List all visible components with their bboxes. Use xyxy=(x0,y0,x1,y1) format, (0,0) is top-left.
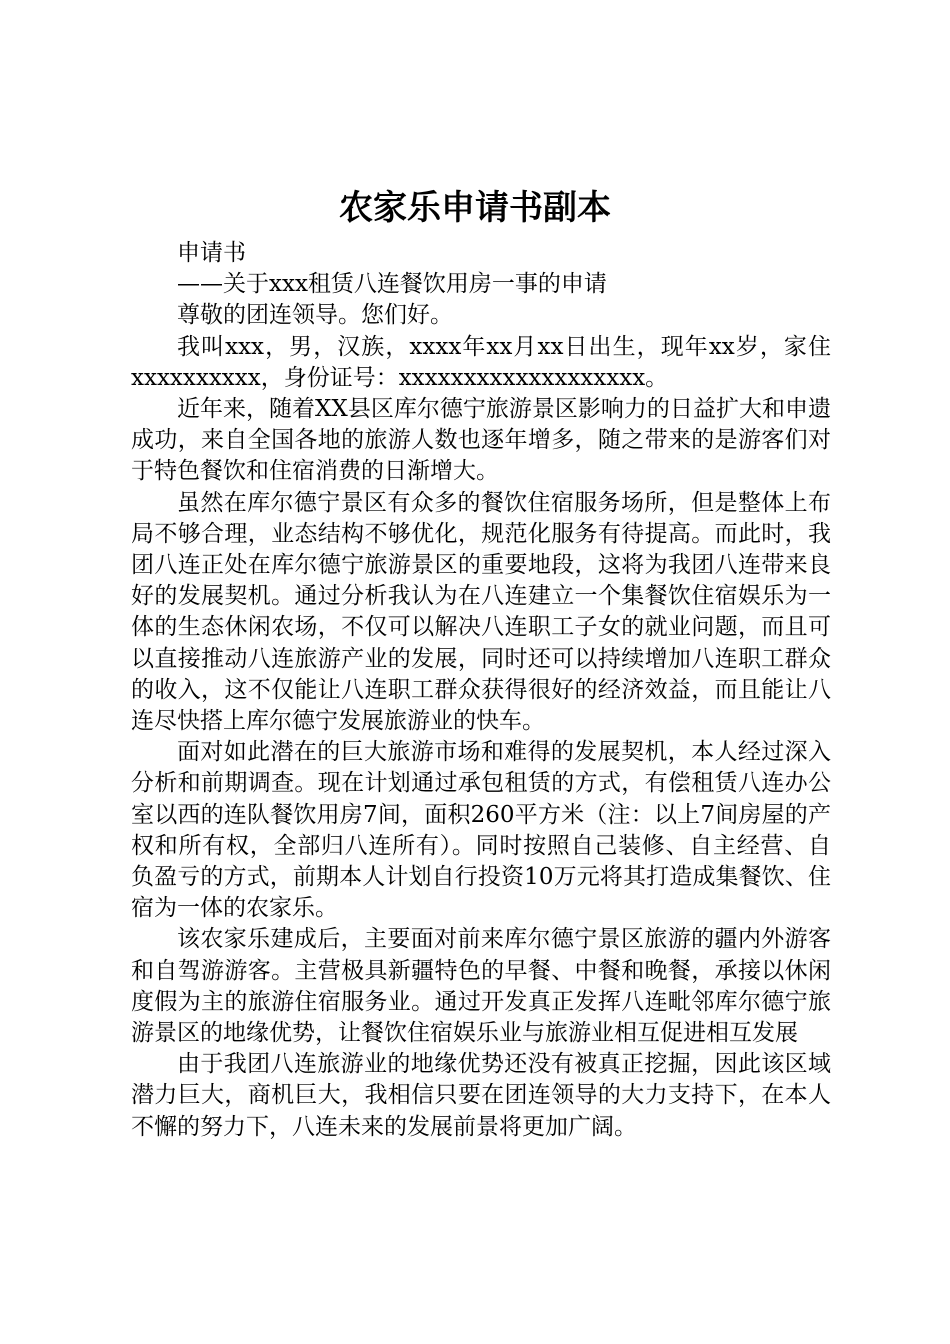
body-paragraph: 近年来，随着XX县区库尔德宁旅游景区影响力的日益扩大和申遗成功，来自全国各地的旅游人数也逐年增多，随之带来的是游客们对于特色餐饮和住宿消费的日渐增大。 xyxy=(131,396,831,485)
body-paragraph: 该农家乐建成后，主要面对前来库尔德宁景区旅游的疆内外游客和自驾游游客。主营极具新疆特色的早餐、中餐和晚餐，承接以休闲度假为主的旅游住宿服务业。通过开发真正发挥八连毗邻库尔德宁旅游景区的地缘优势，让餐饮住宿娱乐业与旅游业相互促进相互发展 xyxy=(131,926,831,1047)
document-body xyxy=(131,238,831,1143)
subject-paragraph: ——关于xxx租赁八连餐饮用房一事的申请 xyxy=(177,271,607,298)
heading-paragraph: 申请书 xyxy=(177,240,246,266)
body-paragraph: 我叫xxx，男，汉族，xxxx年xx月xx日出生，现年xx岁，家住xxxxxxxxxx，身份证号：xxxxxxxxxxxxxxxxxxx。 xyxy=(131,333,831,391)
body-paragraph: 由于我团八连旅游业的地缘优势还没有被真正挖掘，因此该区域潜力巨大，商机巨大，我相信只要在团连领导的大力支持下，在本人不懈的努力下，八连未来的发展前景将更加广阔。 xyxy=(131,1051,831,1140)
document-title: 农家乐申请书副本 xyxy=(339,188,611,228)
body-paragraph: 虽然在库尔德宁景区有众多的餐饮住宿服务场所，但是整体上布局不够合理，业态结构不够优化，规范化服务有待提高。而此时，我团八连正处在库尔德宁旅游景区的重要地段，这将为我团八连带来良好的发展契机。通过分析我认为在八连建立一个集餐饮住宿娱乐为一体的生态休闲农场，不仅可以解决八连职工子女的就业问题，而且可以直接推动八连旅游产业的发展，同时还可以持续增加八连职工群众的收入，这不仅能让八连职工群众获得很好的经济效益，而且能让八连尽快搭上库尔德宁发展旅游业的快车。 xyxy=(131,489,831,735)
salutation-paragraph: 尊敬的团连领导。您们好。 xyxy=(177,302,453,329)
body-paragraph: 面对如此潜在的巨大旅游市场和难得的发展契机，本人经过深入分析和前期调查。现在计划通过承包租赁的方式，有偿租赁八连办公室以西的连队餐饮用房7间，面积260平方米（注：以上7间房屋的产权和所有权，全部归八连所有）。同时按照自己装修、自主经营、自负盈亏的方式，前期本人计划自行投资10万元将其打造成集餐饮、住宿为一体的农家乐。 xyxy=(131,739,831,922)
